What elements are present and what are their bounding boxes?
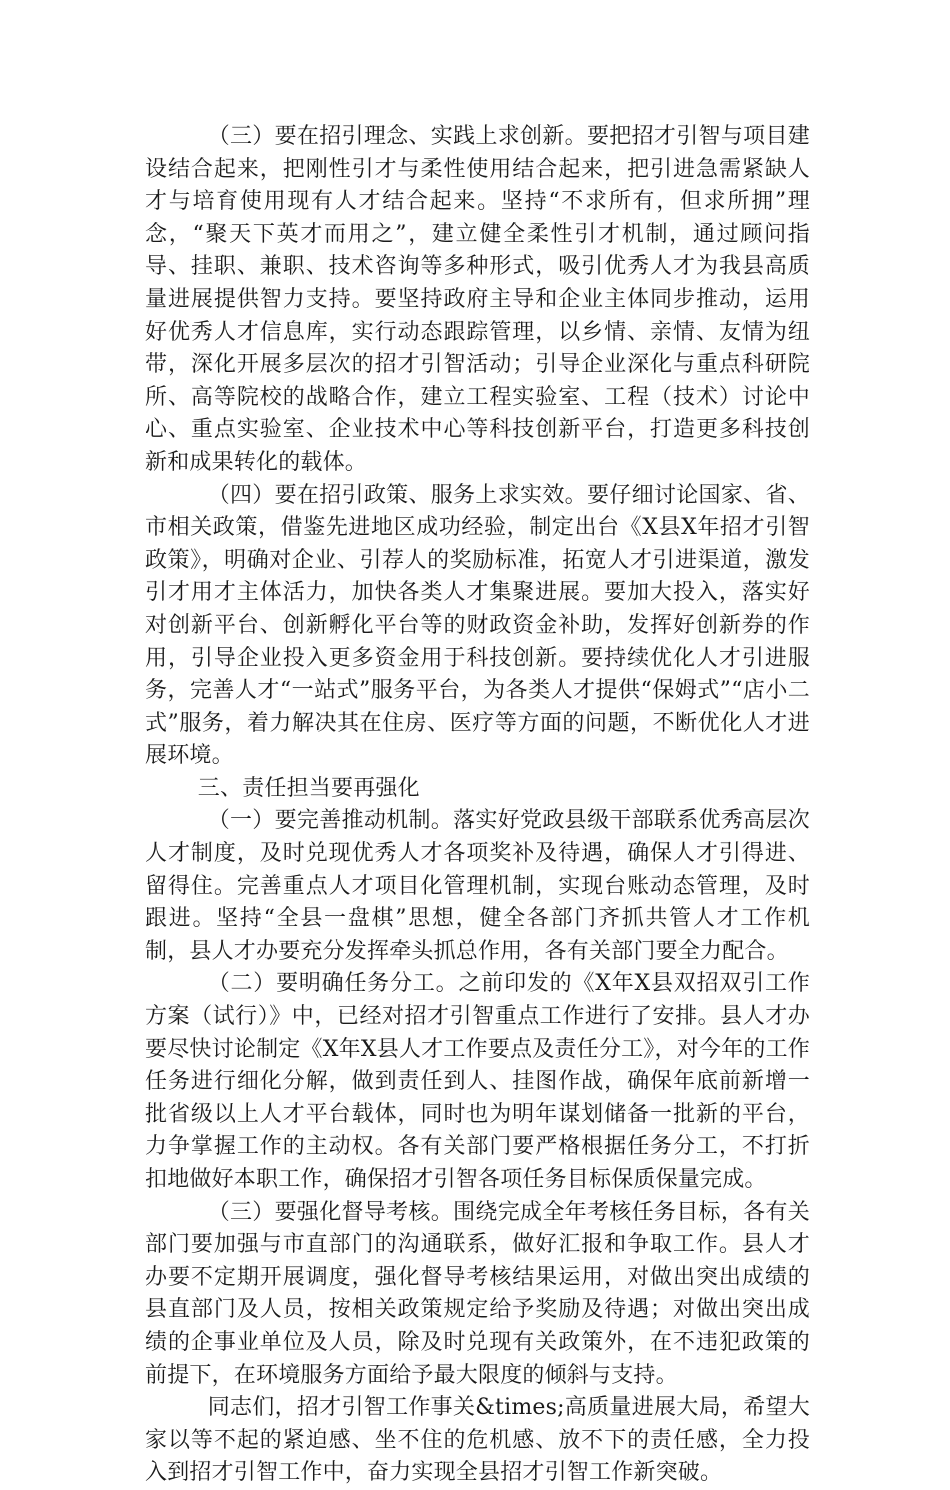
- paragraph-closing: 同志们，招才引智工作事关&times;高质量进展大局，希望大家以等不起的紧迫感、坐不住的危机感、放不下的责任感，全力投入到招才引智工作中，奋力实现全县招才引智工作新突破。: [145, 1395, 810, 1486]
- paragraph-supervision: （三）要强化督导考核。围绕完成全年考核任务目标，各有关部门要加强与市直部门的沟通联系，做好汇报和争取工作。县人才办要不定期开展调度，强化督导考核结果运用，对做出突出成绩的县直部门及人员，按相关政策规定给予奖励及待遇；对做出突出成绩的企事业单位及人员，除及时兑现有关政策外，在不违犯政策的前提下，在环境服务方面给予最大限度的倾斜与支持。: [145, 1199, 810, 1388]
- paragraph-mechanism: （一）要完善推动机制。落实好党政县级干部联系优秀高层次人才制度，及时兑现优秀人才各项奖补及待遇，确保人才引得进、留得住。完善重点人才项目化管理机制，实现台账动态管理，及时跟进。坚持“全县一盘棋”思想，健全各部门齐抓共管人才工作机制，县人才办要充分发挥牵头抓总作用，各有关部门要全力配合。: [145, 808, 810, 964]
- paragraph-task-division: （二）要明确任务分工。之前印发的《X年X县双招双引工作方案（试行）》中，已经对招才引智重点工作进行了安排。县人才办要尽快讨论制定《X年X县人才工作要点及责任分工》，对今年的工作任务进行细化分解，做到责任到人、挂图作战，确保年底前新增一批省级以上人才平台载体，同时也为明年谋划储备一批新的平台，力争掌握工作的主动权。各有关部门要严格根据任务分工，不打折扣地做好本职工作，确保招才引智各项任务目标保质保量完成。: [145, 971, 810, 1192]
- paragraph-innovation: （三）要在招引理念、实践上求创新。要把招才引智与项目建设结合起来，把刚性引才与柔性使用结合起来，把引进急需紧缺人才与培育使用现有人才结合起来。坚持“不求所有，但求所拥”理念，“聚天下英才而用之”，建立健全柔性引才机制，通过顾问指导、挂职、兼职、技术咨询等多种形式，吸引优秀人才为我县高质量进展提供智力支持。要坚持政府主导和企业主体同步推动，运用好优秀人才信息库，实行动态跟踪管理，以乡情、亲情、友情为纽带，深化开展多层次的招才引智活动；引导企业深化与重点科研院所、高等院校的战略合作，建立工程实验室、工程（技术）讨论中心、重点实验室、企业技术中心等科技创新平台，打造更多科技创新和成果转化的载体。: [145, 124, 810, 475]
- paragraph-policy: （四）要在招引政策、服务上求实效。要仔细讨论国家、省、市相关政策，借鉴先进地区成功经验，制定出台《X县X年招才引智政策》，明确对企业、引荐人的奖励标准，拓宽人才引进渠道，激发引才用才主体活力，加快各类人才集聚进展。要加大投入，落实好对创新平台、创新孵化平台等的财政资金补助，发挥好创新券的作用，引导企业投入更多资金用于科技创新。要持续优化人才引进服务，完善人才“一站式”服务平台，为各类人才提供“保姆式”“店小二式”服务，着力解决其在住房、医疗等方面的问题，不断优化人才进展环境。: [145, 482, 810, 769]
- document-body: [145, 121, 810, 1490]
- section-heading: 三、责任担当要再强化: [197, 775, 420, 801]
